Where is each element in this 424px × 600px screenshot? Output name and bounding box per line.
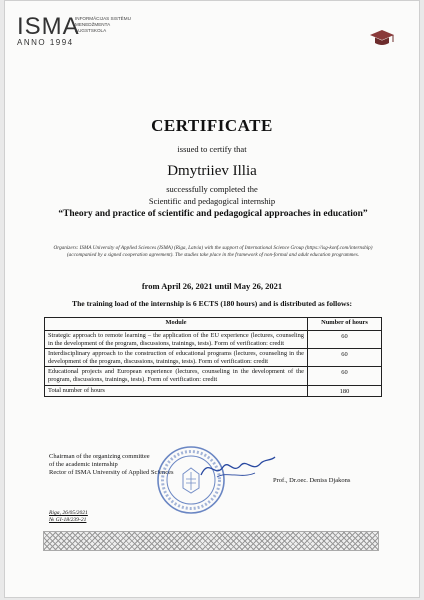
isma-logo	[17, 13, 131, 47]
signatory-name: Prof., Dr.oec. Deniss Djakons	[273, 477, 351, 484]
logo-year: ANNO 1994	[17, 38, 74, 47]
table-row	[45, 349, 382, 367]
table-header-row	[45, 318, 382, 331]
certificate-number: № GI-18/239-21	[49, 517, 87, 523]
decorative-strip	[43, 531, 379, 551]
hours-cell: 60	[308, 349, 382, 367]
issued-text: issued to certify that	[177, 144, 247, 154]
hours-cell: 60	[308, 367, 382, 385]
internship-dates: from April 26, 2021 until May 26, 2021	[141, 281, 283, 291]
logo-text: ISMA	[17, 13, 80, 40]
certificate-page	[4, 0, 420, 598]
total-row	[45, 385, 382, 397]
chairman-line-2: of the academic internship	[49, 461, 118, 468]
total-label: Total number of hours	[45, 385, 308, 397]
place-date: Riga, 26/05/2021	[49, 510, 88, 516]
hours-header: Number of hours	[308, 318, 382, 331]
chairman-line-3: Rector of ISMA University of Applied Sciences	[49, 469, 174, 476]
training-load: The training load of the internship is 6 ECTS (180 hours) and is distributed as follows:	[72, 299, 352, 308]
recipient-name: Dmytriiev Illia	[167, 163, 257, 179]
modules-table	[44, 317, 382, 397]
module-cell: Interdisciplinary approach to the construction of educational programs (lectures, counseling in the development of the program, discussions, trainings, tests). Form of verification: credit	[45, 349, 308, 367]
module-cell: Educational projects and European experience (lectures, counseling in the development of the program, discussions, trainings, tests). Form of verification: credit	[45, 367, 308, 385]
module-cell: Strategic approach to remote learning – the application of the EU experience (lectures, counseling in the development of the program, discussions, trainings, tests). Form of verification: credit	[45, 331, 308, 349]
certificate-title: CERTIFICATE	[151, 116, 273, 135]
hours-cell: 60	[308, 331, 382, 349]
place-and-number	[49, 510, 88, 524]
handwritten-signature	[197, 453, 277, 488]
logo-subtitle: INFORMĀCIJAS SISTĒMU MENEDŽMENTA AUGSTSKOLA	[75, 16, 131, 33]
graduation-cap-icon	[369, 29, 395, 54]
module-header: Module	[45, 318, 308, 331]
table-row	[45, 367, 382, 385]
program-name: Scientific and pedagogical internship	[148, 196, 276, 206]
chairman-line-1: Chairman of the organizing committee	[49, 453, 150, 460]
total-hours: 180	[308, 385, 382, 397]
table-row	[45, 331, 382, 349]
completed-text: successfully completed the	[166, 184, 258, 194]
organizers-note: Organizers: ISMA University of Applied Sciences (ISMA) (Riga, Latvia) with the support of International Science Group (https://isg-konf.com/internship) (accompanied by a signed cooperation agreement). The studies take place in the framework of non-formal and adult education programmes.	[53, 245, 373, 258]
internship-theme: “Theory and practice of scientific and pedagogical approaches in education”	[58, 209, 368, 219]
